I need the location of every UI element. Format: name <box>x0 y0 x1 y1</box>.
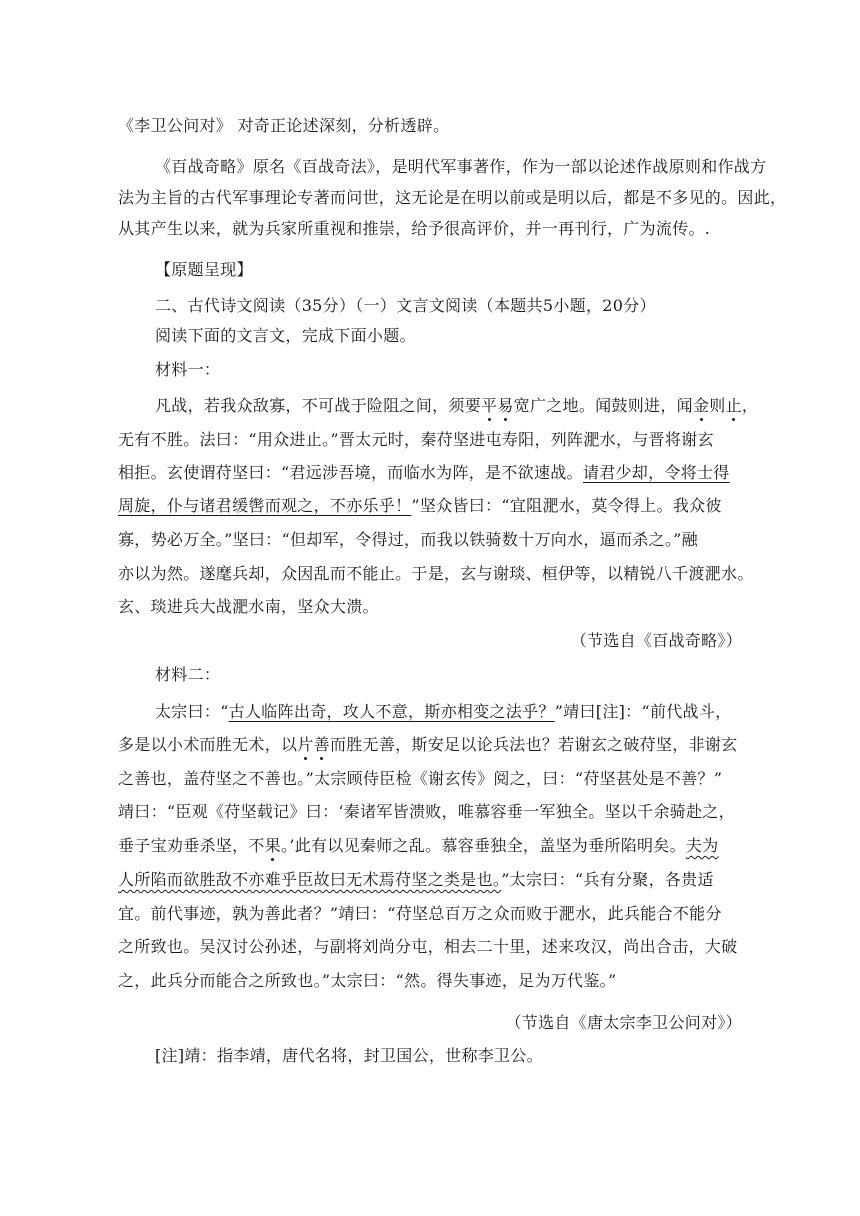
material-1-line-3 <box>118 465 730 481</box>
material-1-line-7: 玄、琰进兵大战淝水南，坚众大溃。 <box>118 597 379 616</box>
dotted-character: 易 <box>497 396 514 415</box>
text-span: 。’此有以见秦师之乱。慕容垂独全，盖坚为垂所陷明矣。 <box>281 836 686 855</box>
text-span: 太宗曰：“ <box>155 702 229 721</box>
section-instruction: 阅读下面的文言文，完成下面小题。 <box>155 326 416 345</box>
dotted-character: 善 <box>313 735 330 754</box>
text-span: ”坚众皆曰：“宜阻淝水，莫令得上。我众彼 <box>411 496 722 515</box>
dotted-character: 果 <box>264 836 282 855</box>
material-2-line-1 <box>155 704 731 720</box>
wavy-underlined-sentence: 夫为 <box>685 836 719 855</box>
material-1-line-2: 无有不胜。法曰：“用众进止。”晋太元时，秦苻坚进屯寿阳，列阵淝水，与晋将谢玄 <box>118 430 714 449</box>
text-span: 宽广之地。闻鼓则进，闻 <box>513 396 693 415</box>
dotted-character: 片 <box>297 735 314 754</box>
text-span: 相拒。玄使谓苻坚曰：“君远涉吾境，而临水为阵，是不欲速战。 <box>118 463 583 482</box>
material-2-line-9: 之，此兵分而能合之所致也。”太宗曰：“然。得失事迹，足为万代鉴。” <box>118 971 617 990</box>
text-span: ”太宗曰：“兵有分聚，各贵适 <box>501 870 714 889</box>
underlined-sentence: 请君少却，令将士得 <box>582 463 730 482</box>
intro-line-4: 从其产生以来，就为兵家所重视和推崇，给予很高评价，并一再刊行，广为流传。. <box>118 219 711 238</box>
material-1-line-4 <box>118 498 722 514</box>
material-2-line-5 <box>118 838 719 854</box>
section-heading: 二、古代诗文阅读（35分）（一）文言文阅读（本题共5小题，20分） <box>155 296 656 315</box>
dotted-character: 金 <box>692 396 710 415</box>
intro-line-2: 《百战奇略》原名《百战奇法》，是明代军事著作，作为一部以论述作战原则和作战方 <box>155 157 767 176</box>
dotted-character: 平 <box>481 396 498 415</box>
underlined-sentence: 周旋，仆与诸君缓辔而观之，不亦乐乎！ <box>118 496 412 515</box>
underlined-sentence: 古人临阵出奇，攻人不意，斯亦相变之法乎？ <box>228 702 555 721</box>
intro-line-1: 《李卫公问对》 对奇正论述深刻，分析透辟。 <box>118 116 450 135</box>
material-1-line-5: 寡，势必万全。”坚曰：“但却军，令得过，而我以铁骑数十万向水，逼而杀之。”融 <box>118 530 698 549</box>
text-span: ”靖曰[注]：“前代战斗， <box>554 702 732 721</box>
material-2-line-2 <box>118 737 737 753</box>
text-span: 则 <box>709 396 726 415</box>
original-question-heading: 【原题呈现】 <box>155 260 253 279</box>
material-1-source: （节选自《百战奇略》） <box>570 631 742 650</box>
dotted-character: 止 <box>725 396 742 415</box>
text-span: 垂子宝劝垂杀坚，不 <box>118 836 265 855</box>
wavy-underlined-sentence: 人所陷而欲胜敌不亦难乎臣故曰无术焉苻坚之类是也。 <box>118 870 502 889</box>
material-1-line-1 <box>155 398 758 414</box>
material-1-label: 材料一： <box>155 360 221 379</box>
text-span: 而胜无善，斯安足以论兵法也？若谢玄之破苻坚，非谢玄 <box>329 735 738 754</box>
material-2-line-3: 之善也，盖苻坚之不善也。”太宗顾侍臣检《谢玄传》阅之，曰：“苻坚甚处是不善？” <box>118 769 723 788</box>
text-span: 多是以小术而胜无术，以 <box>118 735 298 754</box>
footnote: [注]靖：指李靖，唐代名将，封卫国公，世称李卫公。 <box>155 1046 543 1065</box>
text-span: 凡战，若我众敌寡，不可战于险阻之间，须要 <box>155 396 482 415</box>
material-2-line-6 <box>118 872 714 888</box>
material-1-line-6: 亦以为然。遂麾兵却，众因乱而不能止。于是，玄与谢琰、桓伊等，以精锐八千渡淝水。 <box>118 564 754 583</box>
material-2-line-4: 靖曰：“臣观《苻坚载记》曰：‘秦诸军皆溃败，唯慕容垂一军独全。坚以千余骑赴之， <box>118 802 735 821</box>
material-2-line-8: 之所致也。吴汉讨公孙述，与副将刘尚分屯，相去二十里，述来攻汉，尚出合击，大破 <box>118 937 738 956</box>
material-2-line-7: 宜。前代事迹，孰为善此者？”靖曰：“苻坚总百万之众而败于淝水，此兵能合不能分 <box>118 904 722 923</box>
text-span: ， <box>741 396 759 415</box>
intro-line-3: 法为主旨的古代军事理论专著而问世，这无论是在明以前或是明以后，都是不多见的。因此， <box>118 188 787 207</box>
material-2-source: （节选自《唐太宗李卫公问对》） <box>505 1013 742 1032</box>
material-2-label: 材料二： <box>155 665 221 684</box>
